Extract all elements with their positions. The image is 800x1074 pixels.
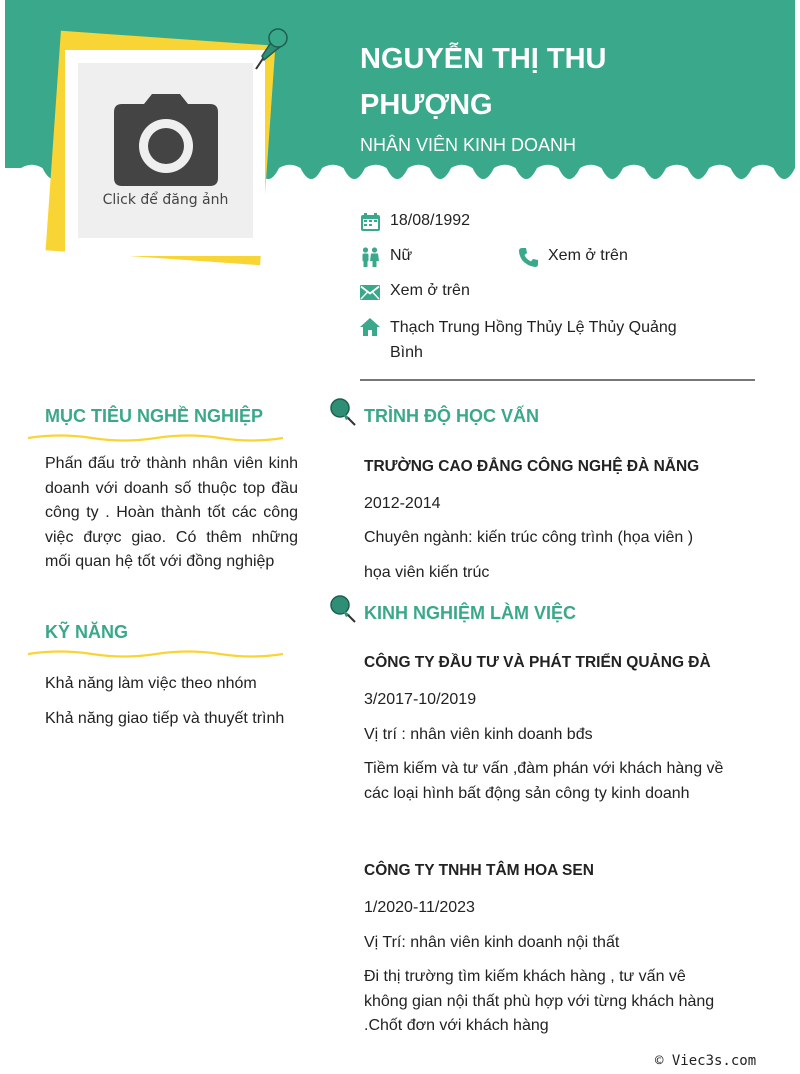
photo-caption: Click để đăng ảnh bbox=[102, 191, 229, 208]
education-school: TRƯỜNG CAO ĐẲNG CÔNG NGHỆ ĐÀ NẴNG bbox=[364, 458, 700, 475]
skill-item: Khả năng giao tiếp và thuyết trình bbox=[45, 710, 285, 727]
camera-icon bbox=[114, 94, 218, 186]
job-description: Tiềm kiếm và tư vấn ,đàm phán với khách hàng về các loại hình bất động sản công ty kinh doanh bbox=[364, 760, 724, 802]
objective-underline bbox=[28, 432, 283, 444]
job-position: Vị Trí: nhân viên kinh doanh nội thất bbox=[364, 934, 620, 951]
experience-heading: KINH NGHIỆM LÀM VIỆC bbox=[364, 603, 577, 623]
envelope-icon bbox=[360, 282, 380, 302]
job-company: CÔNG TY TNHH TÂM HOA SEN bbox=[364, 862, 594, 879]
photo-upload-area[interactable] bbox=[78, 63, 253, 238]
pushpin-icon bbox=[250, 26, 290, 72]
education-major: Chuyên ngành: kiến trúc công trình (họa viên ) bbox=[364, 529, 694, 546]
calendar-icon bbox=[360, 212, 380, 232]
birthday-value: 18/08/1992 bbox=[390, 212, 471, 229]
contact-phone bbox=[518, 247, 628, 267]
contact-email bbox=[360, 282, 470, 302]
address-value: Thạch Trung Hồng Thủy Lệ Thủy Quảng Bình bbox=[390, 319, 677, 361]
skill-item: Khả năng làm việc theo nhóm bbox=[45, 675, 257, 692]
education-degree: họa viên kiến trúc bbox=[364, 564, 490, 581]
contact-birthday bbox=[360, 212, 470, 232]
job-description: Đi thị trường tìm kiếm khách hàng , tư vấn vê không gian nội thất phù hợp với từng khách hàng .Chốt đơn với khách hàng bbox=[364, 968, 715, 1034]
home-icon bbox=[360, 317, 380, 337]
job-company: CÔNG TY ĐẦU TƯ VÀ PHÁT TRIỂN QUẢNG ĐÀ bbox=[364, 654, 711, 671]
job-period: 1/2020-11/2023 bbox=[364, 899, 475, 916]
contact-address bbox=[360, 316, 705, 365]
contact-divider bbox=[360, 379, 755, 381]
job-period: 3/2017-10/2019 bbox=[364, 691, 477, 708]
photo-block[interactable] bbox=[45, 30, 285, 270]
objective-heading: MỤC TIÊU NGHỀ NGHIỆP bbox=[45, 406, 264, 426]
contact-gender bbox=[360, 247, 412, 267]
job-position: Vị trí : nhân viên kinh doanh bđs bbox=[364, 726, 593, 743]
skills-heading: KỸ NĂNG bbox=[45, 622, 129, 642]
education-heading: TRÌNH ĐỘ HỌC VẤN bbox=[364, 406, 539, 426]
gender-value: Nữ bbox=[390, 247, 413, 264]
email-value: Xem ở trên bbox=[390, 282, 470, 299]
pushpin-icon bbox=[330, 398, 356, 426]
skills-underline bbox=[28, 648, 283, 660]
gender-icon bbox=[360, 247, 380, 267]
objective-text: Phấn đấu trở thành nhân viên kinh doanh với doanh số thuộc top đầu công ty . Hoàn thành tốt các công việc được giao. Có thêm những mối quan hệ tốt với đồng nghiệp bbox=[45, 455, 298, 570]
phone-value: Xem ở trên bbox=[548, 247, 628, 264]
job-title: NHÂN VIÊN KINH DOANH bbox=[360, 135, 577, 155]
candidate-name: NGUYỄN THỊ THU PHƯỢNG bbox=[360, 43, 607, 121]
pushpin-icon bbox=[330, 595, 356, 623]
footer-credit: © Viec3s.com bbox=[655, 1053, 757, 1069]
education-period: 2012-2014 bbox=[364, 495, 441, 512]
phone-icon bbox=[518, 247, 538, 267]
